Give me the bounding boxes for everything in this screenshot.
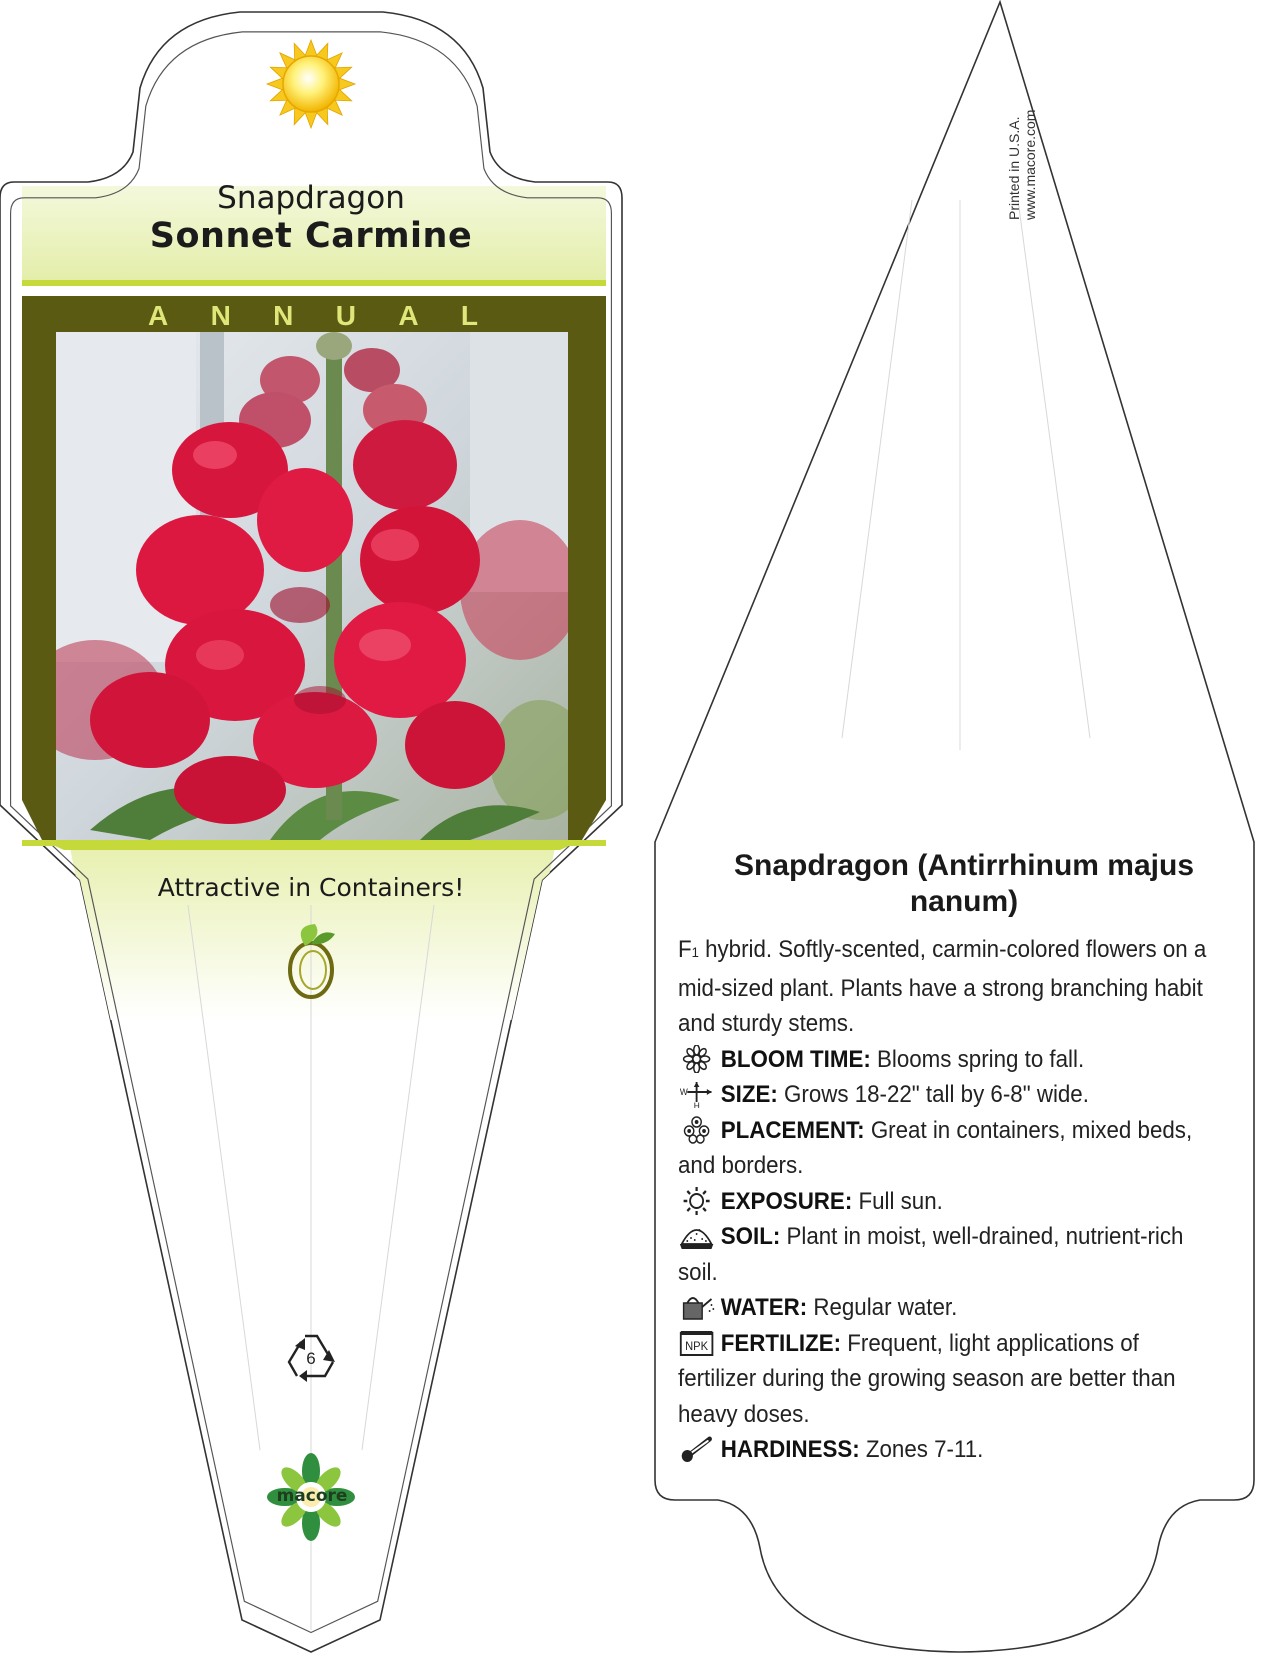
common-name: Snapdragon	[217, 180, 405, 216]
thermometer-icon	[678, 1435, 715, 1463]
plant-type-letter: N	[273, 300, 294, 331]
front-tag	[0, 12, 622, 1652]
plant-type-letter: A	[148, 300, 169, 331]
plant-type-letter: L	[460, 300, 478, 331]
attribute-placement: PLACEMENT: Great in containers, mixed beds, and borders.	[678, 1116, 1193, 1179]
watering-can-icon	[678, 1293, 715, 1321]
description	[678, 932, 1213, 1468]
plant-type-letter: U	[335, 300, 356, 331]
flower-photo	[25, 332, 590, 840]
print-info	[1006, 110, 1038, 220]
tagline: Attractive in Containers!	[157, 873, 465, 902]
recycle-number: 6	[306, 1349, 316, 1368]
sun-icon	[678, 1187, 715, 1215]
attribute-water: WATER: Regular water.	[678, 1290, 1213, 1326]
full-sun-icon	[267, 40, 355, 128]
placement-icon	[678, 1116, 715, 1144]
svg-text:NPK: NPK	[685, 1340, 709, 1353]
brand-logo-text: macore	[276, 1486, 348, 1506]
plant-type	[148, 300, 478, 332]
attribute-hardiness: HARDINESS: Zones 7-11.	[678, 1432, 1213, 1468]
svg-text:W: W	[679, 1086, 688, 1098]
back-title: Snapdragon (Antirrhinum majus nanum)	[733, 849, 1195, 918]
attribute-exposure: EXPOSURE: Full sun.	[678, 1184, 1213, 1220]
svg-text:H: H	[693, 1100, 700, 1108]
soil-icon	[678, 1222, 715, 1250]
plant-type-letter: A	[398, 300, 419, 331]
attribute-size: W H SIZE: Grows 18-22" tall by 6-8" wide.	[678, 1077, 1213, 1113]
attribute-fertilize: NPK FERTILIZE: Frequent, light applications of fertilizer during the growing season are better than heavy doses.	[678, 1329, 1176, 1428]
plant-type-letter: N	[210, 300, 231, 331]
intro-paragraph: F1 hybrid. Softly-scented, carmin-colored flowers on a mid-sized plant. Plants have a strong branching habit and sturdy stems.	[678, 936, 1207, 1037]
size-icon	[678, 1080, 715, 1108]
npk-icon	[678, 1329, 715, 1357]
variety-name: Sonnet Carmine	[149, 216, 473, 256]
flower-icon	[678, 1045, 715, 1073]
attribute-bloom-time: BLOOM TIME: Blooms spring to fall.	[678, 1042, 1213, 1078]
printed-in: Printed in U.S.A.	[1006, 116, 1022, 220]
website: www.macore.com	[1022, 109, 1038, 220]
attribute-soil: SOIL: Plant in moist, well-drained, nutrient-rich soil.	[678, 1223, 1184, 1286]
